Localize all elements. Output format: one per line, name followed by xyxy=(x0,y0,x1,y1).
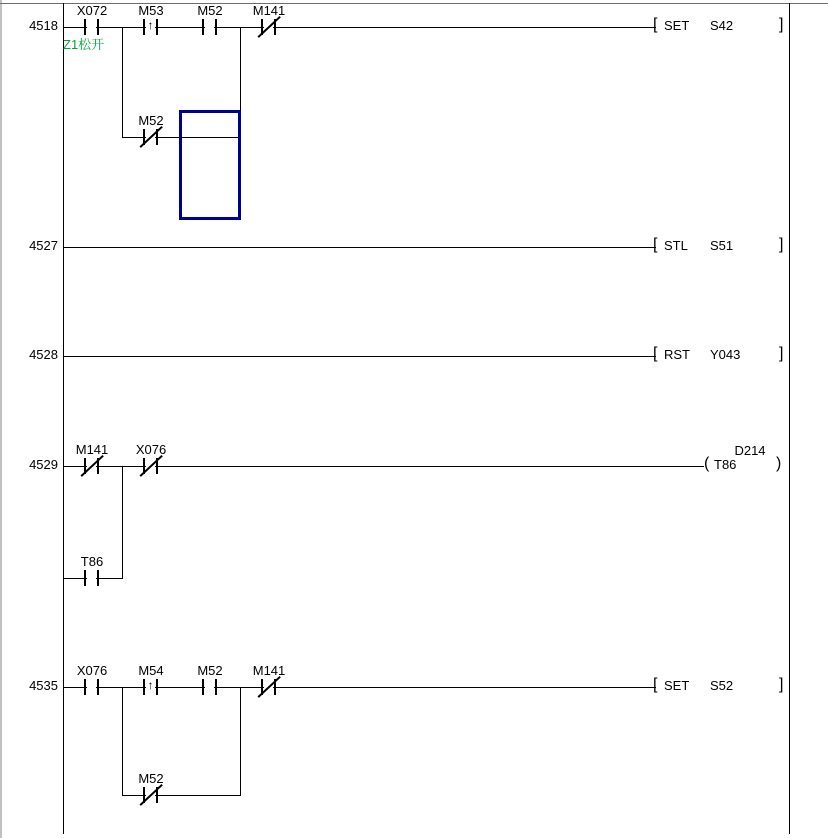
rising-edge-icon: ↑ xyxy=(147,18,154,32)
contact-M141[interactable] xyxy=(246,664,292,700)
contact-label: M141 xyxy=(75,442,109,457)
rung-number: 4527 xyxy=(29,238,58,253)
contact-X076[interactable] xyxy=(128,443,174,479)
rung-number: 4535 xyxy=(29,678,58,693)
contact-bar-right xyxy=(97,19,99,35)
contact-M52[interactable] xyxy=(187,4,233,40)
contact-gap xyxy=(205,685,214,690)
contact-gap xyxy=(87,25,96,30)
contact-label: M52 xyxy=(138,771,164,786)
coil-close-paren: ) xyxy=(776,455,782,472)
rung-line xyxy=(63,356,656,357)
coil-open-paren: ( xyxy=(704,455,710,472)
contact-M54[interactable] xyxy=(128,664,174,700)
coil-t86[interactable] xyxy=(700,443,792,479)
instruction-opcode: RST xyxy=(664,347,690,362)
instruction-opcode: STL xyxy=(664,238,688,253)
contact-label: X076 xyxy=(76,663,108,678)
device-comment: Z1松开 xyxy=(63,37,105,52)
instruction-close-bracket: ] xyxy=(779,16,784,33)
contact-gap xyxy=(87,685,96,690)
instruction-open-bracket: [ xyxy=(653,236,658,253)
contact-bar-right xyxy=(215,679,217,695)
contact-M141[interactable] xyxy=(69,443,115,479)
instruction-open-bracket: [ xyxy=(653,676,658,693)
contact-M141[interactable] xyxy=(246,4,292,40)
contact-label: M141 xyxy=(252,3,286,18)
instruction-open-bracket: [ xyxy=(653,345,658,362)
contact-X076[interactable] xyxy=(69,664,115,700)
contact-M52[interactable] xyxy=(187,664,233,700)
contact-M52[interactable] xyxy=(128,114,174,150)
contact-bar-left xyxy=(202,19,204,35)
instruction-opcode: SET xyxy=(664,18,690,33)
contact-bar-right xyxy=(97,679,99,695)
contact-label: M53 xyxy=(138,3,164,18)
edit-cursor[interactable] xyxy=(179,110,241,220)
coil-operand: T86 xyxy=(714,457,737,472)
instruction-open-bracket: [ xyxy=(653,16,658,33)
contact-label: X076 xyxy=(135,442,167,457)
rung-line xyxy=(63,247,656,248)
contact-label: T86 xyxy=(80,554,104,569)
contact-bar-left xyxy=(84,570,86,586)
contact-bar-right xyxy=(97,570,99,586)
rung-number: 4518 xyxy=(29,18,58,33)
rising-edge-icon: ↑ xyxy=(147,678,154,692)
contact-gap xyxy=(205,25,214,30)
contact-gap xyxy=(87,576,96,581)
instruction-set-s52[interactable] xyxy=(650,677,795,697)
contact-label: M52 xyxy=(197,3,223,18)
contact-label: M54 xyxy=(138,663,164,678)
instruction-close-bracket: ] xyxy=(779,676,784,693)
junction-line xyxy=(122,687,123,796)
contact-M53[interactable] xyxy=(128,4,174,40)
panel-top-border xyxy=(0,3,828,4)
rung-number: 4528 xyxy=(29,347,58,362)
contact-label: X072 xyxy=(76,3,108,18)
junction-line xyxy=(122,466,123,579)
right-power-rail xyxy=(789,3,790,834)
contact-bar-left xyxy=(84,679,86,695)
contact-label: M141 xyxy=(252,663,286,678)
contact-T86[interactable] xyxy=(69,555,115,591)
left-power-rail xyxy=(63,3,64,834)
contact-label: M52 xyxy=(138,113,164,128)
instruction-rst-y043[interactable] xyxy=(650,346,795,366)
instruction-operand: S42 xyxy=(710,18,734,33)
rung-number: 4529 xyxy=(29,457,58,472)
contact-M52[interactable] xyxy=(128,772,174,808)
instruction-operand: Y043 xyxy=(710,347,741,362)
instruction-opcode: SET xyxy=(664,678,690,693)
instruction-operand: S51 xyxy=(710,238,734,253)
instruction-close-bracket: ] xyxy=(779,236,784,253)
instruction-stl-s51[interactable] xyxy=(650,237,795,257)
junction-line xyxy=(240,687,241,796)
instruction-set-s42[interactable] xyxy=(650,17,795,37)
contact-label: M52 xyxy=(197,663,223,678)
contact-bar-left xyxy=(84,19,86,35)
panel-left-border xyxy=(0,0,2,838)
coil-setpoint: D214 xyxy=(734,443,766,458)
instruction-close-bracket: ] xyxy=(779,345,784,362)
contact-bar-left xyxy=(202,679,204,695)
contact-bar-right xyxy=(215,19,217,35)
instruction-operand: S52 xyxy=(710,678,734,693)
